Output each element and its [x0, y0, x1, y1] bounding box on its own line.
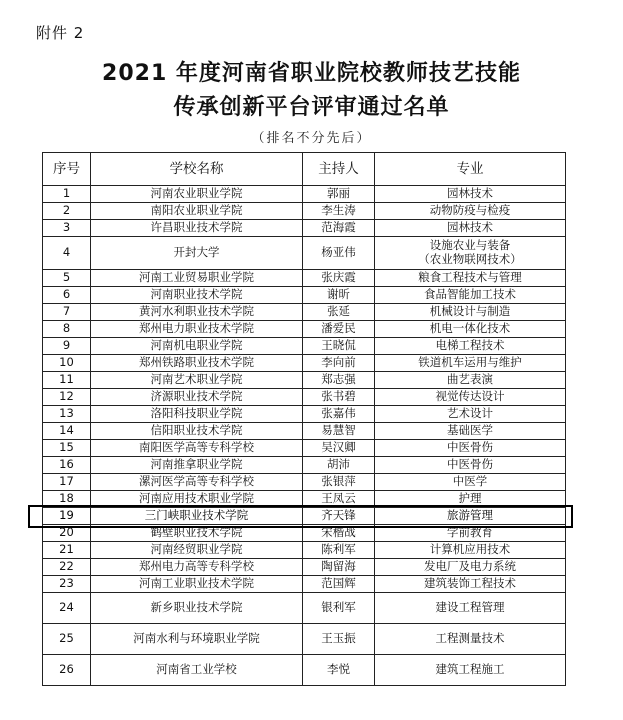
- cell-host: 王玉振: [303, 624, 375, 655]
- cell-major: 铁道机车运用与维护: [375, 355, 566, 372]
- cell-index: 23: [43, 576, 91, 593]
- cell-host: 范国辉: [303, 576, 375, 593]
- header-school: 学校名称: [91, 153, 303, 186]
- cell-host: 银利军: [303, 593, 375, 624]
- cell-index: 8: [43, 321, 91, 338]
- cell-index: 22: [43, 559, 91, 576]
- cell-school: 黄河水利职业技术学院: [91, 304, 303, 321]
- cell-index: 21: [43, 542, 91, 559]
- cell-school: 河南经贸职业学院: [91, 542, 303, 559]
- cell-school: 郑州电力高等专科学校: [91, 559, 303, 576]
- cell-school: 河南省工业学校: [91, 655, 303, 686]
- cell-school: 开封大学: [91, 237, 303, 270]
- table-header-row: [43, 153, 566, 186]
- cell-host: 张庆霞: [303, 270, 375, 287]
- table-row: [43, 355, 566, 372]
- cell-index: 6: [43, 287, 91, 304]
- cell-host: 齐天锋: [303, 508, 375, 525]
- cell-host: 张嘉伟: [303, 406, 375, 423]
- cell-major: 机械设计与制造: [375, 304, 566, 321]
- cell-school: 漯河医学高等专科学校: [91, 474, 303, 491]
- cell-host: 王凤云: [303, 491, 375, 508]
- table-row: [43, 304, 566, 321]
- cell-index: 26: [43, 655, 91, 686]
- cell-school: 河南工业贸易职业学院: [91, 270, 303, 287]
- cell-school: 河南机电职业学院: [91, 338, 303, 355]
- cell-index: 13: [43, 406, 91, 423]
- cell-index: 14: [43, 423, 91, 440]
- table-row: [43, 186, 566, 203]
- cell-host: 张书碧: [303, 389, 375, 406]
- cell-major: 计算机应用技术: [375, 542, 566, 559]
- table-row: [43, 440, 566, 457]
- table-row: [43, 203, 566, 220]
- document-title-line2: 传承创新平台评审通过名单: [173, 95, 450, 120]
- cell-host: 宋楷战: [303, 525, 375, 542]
- table-row: [43, 655, 566, 686]
- attachment-label: 附件 2: [36, 24, 85, 42]
- cell-host: 郑志强: [303, 372, 375, 389]
- table-row: [43, 338, 566, 355]
- row-19-highlight-box: [28, 505, 573, 528]
- cell-major: [375, 237, 566, 270]
- cell-school: 洛阳科技职业学院: [91, 406, 303, 423]
- cell-index: 12: [43, 389, 91, 406]
- cell-school: 河南农业职业学院: [91, 186, 303, 203]
- cell-host: 陶留海: [303, 559, 375, 576]
- cell-major: 基础医学: [375, 423, 566, 440]
- cell-index: 18: [43, 491, 91, 508]
- cell-major: 园林技术: [375, 186, 566, 203]
- cell-index: 5: [43, 270, 91, 287]
- cell-major: 粮食工程技术与管理: [375, 270, 566, 287]
- cell-major: 建筑装饰工程技术: [375, 576, 566, 593]
- cell-school: 河南水利与环境职业学院: [91, 624, 303, 655]
- cell-index: 15: [43, 440, 91, 457]
- cell-major: 中医学: [375, 474, 566, 491]
- cell-major-line2: （农业物联网技术）: [418, 252, 522, 266]
- table-row: [43, 457, 566, 474]
- cell-index: 1: [43, 186, 91, 203]
- table-body: [43, 186, 566, 686]
- cell-index: 17: [43, 474, 91, 491]
- cell-index: 9: [43, 338, 91, 355]
- cell-major: 机电一体化技术: [375, 321, 566, 338]
- cell-index: 11: [43, 372, 91, 389]
- document-title-line1: 2021 年度河南省职业院校教师技艺技能: [102, 61, 521, 86]
- cell-host: 张延: [303, 304, 375, 321]
- cell-index: 20: [43, 525, 91, 542]
- table-row: [43, 624, 566, 655]
- header-major: 专业: [375, 153, 566, 186]
- cell-host: 李生涛: [303, 203, 375, 220]
- table-row: [43, 372, 566, 389]
- cell-index: 16: [43, 457, 91, 474]
- cell-major: 护理: [375, 491, 566, 508]
- cell-host: 陈利军: [303, 542, 375, 559]
- cell-major: 建设工程管理: [375, 593, 566, 624]
- cell-school: 许昌职业技术学院: [91, 220, 303, 237]
- cell-major: 食品智能加工技术: [375, 287, 566, 304]
- cell-school: 鹤壁职业技术学院: [91, 525, 303, 542]
- cell-major: 发电厂及电力系统: [375, 559, 566, 576]
- table-row: [43, 406, 566, 423]
- cell-school: 河南推拿职业学院: [91, 457, 303, 474]
- cell-major: 曲艺表演: [375, 372, 566, 389]
- cell-school: 南阳医学高等专科学校: [91, 440, 303, 457]
- cell-major: 电梯工程技术: [375, 338, 566, 355]
- table-row: [43, 474, 566, 491]
- table-row: [43, 593, 566, 624]
- cell-host: 范海霞: [303, 220, 375, 237]
- cell-index: 24: [43, 593, 91, 624]
- cell-major: 工程测量技术: [375, 624, 566, 655]
- cell-host: 郭丽: [303, 186, 375, 203]
- cell-school: 河南工业职业技术学院: [91, 576, 303, 593]
- cell-school: 河南职业技术学院: [91, 287, 303, 304]
- cell-host: 杨亚伟: [303, 237, 375, 270]
- cell-major: 建筑工程施工: [375, 655, 566, 686]
- cell-school: 新乡职业技术学院: [91, 593, 303, 624]
- cell-index: 3: [43, 220, 91, 237]
- cell-host: 王晓侃: [303, 338, 375, 355]
- cell-major: 园林技术: [375, 220, 566, 237]
- header-host: 主持人: [303, 153, 375, 186]
- cell-major: 学前教育: [375, 525, 566, 542]
- table-row: [43, 287, 566, 304]
- cell-host: 李悦: [303, 655, 375, 686]
- cell-host: 胡沛: [303, 457, 375, 474]
- cell-school: 郑州电力职业技术学院: [91, 321, 303, 338]
- header-index: 序号: [43, 153, 91, 186]
- cell-school: 郑州铁路职业技术学院: [91, 355, 303, 372]
- cell-index: 4: [43, 237, 91, 270]
- cell-index: 25: [43, 624, 91, 655]
- cell-host: 吴汉卿: [303, 440, 375, 457]
- table-row: [43, 559, 566, 576]
- cell-major: 中医骨伤: [375, 440, 566, 457]
- cell-school: 三门峡职业技术学院: [91, 508, 303, 525]
- cell-host: 潘爱民: [303, 321, 375, 338]
- cell-major-line1: 设施农业与装备: [429, 238, 511, 253]
- cell-host: 李向前: [303, 355, 375, 372]
- cell-school: 南阳农业职业学院: [91, 203, 303, 220]
- table-row: [43, 220, 566, 237]
- cell-major: 旅游管理: [375, 508, 566, 525]
- cell-host: 谢昕: [303, 287, 375, 304]
- cell-major: 动物防疫与检疫: [375, 203, 566, 220]
- table-row: [43, 389, 566, 406]
- table-row: [43, 270, 566, 287]
- results-table: [42, 152, 566, 686]
- cell-index: 2: [43, 203, 91, 220]
- table-row: [43, 576, 566, 593]
- cell-index: 7: [43, 304, 91, 321]
- table-row: [43, 423, 566, 440]
- cell-index: 10: [43, 355, 91, 372]
- cell-school: 河南应用技术职业学院: [91, 491, 303, 508]
- cell-host: 易慧智: [303, 423, 375, 440]
- cell-major: 视觉传达设计: [375, 389, 566, 406]
- cell-school: 信阳职业技术学院: [91, 423, 303, 440]
- cell-school: 济源职业技术学院: [91, 389, 303, 406]
- cell-host: 张银萍: [303, 474, 375, 491]
- cell-major: 中医骨伤: [375, 457, 566, 474]
- table-row: [43, 237, 566, 270]
- cell-major: 艺术设计: [375, 406, 566, 423]
- table-row: [43, 321, 566, 338]
- cell-index: 19: [43, 508, 91, 525]
- cell-school: 河南艺术职业学院: [91, 372, 303, 389]
- table-row: [43, 542, 566, 559]
- ranking-note: （排名不分先后）: [251, 131, 372, 146]
